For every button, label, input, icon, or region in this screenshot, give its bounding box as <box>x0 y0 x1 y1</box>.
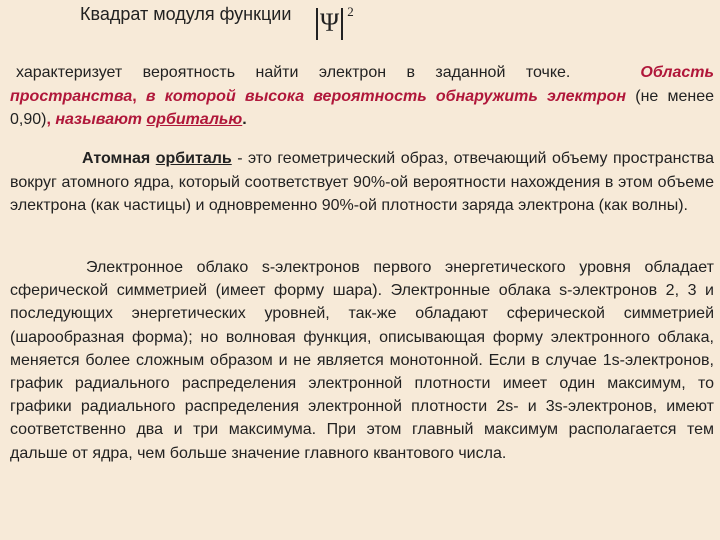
paragraph-probability <box>10 61 714 132</box>
p1-paren-text: (не менее 0,90) <box>10 87 715 128</box>
psi-modulus-formula <box>314 6 354 42</box>
p1-end: . <box>242 111 247 128</box>
p2-term-underlined: орбиталь <box>155 150 232 167</box>
p1-part1: характеризует вероятность найти электрон в заданной точке. <box>16 64 571 81</box>
p1-highlight-probability: в которой высока вероятность обнаружить электрон <box>145 87 627 105</box>
p1-highlight-called: называют <box>55 111 142 128</box>
p2-rest: - это геометрический образ, отвечающий объему пространства вокруг атомного ядра, который соответствует 90%-ой вероятности нахождения в этом объеме электрона (как частицы) и одновременно 90%-ой плотности заряда электрона (как волны). <box>10 150 714 214</box>
modulus-bar-right <box>341 8 343 40</box>
p1-comma: , <box>132 87 146 105</box>
paragraph-electron-cloud: Электронное облако s-электронов первого энергетического уровня обладает сферической симметрией (имеет форму шара). Электронные облака s-электронов 2, 3 и последующих энергетических уровней, так-же обладают сферической симметрией (шарообразная форма); но волновая функция, описывающая форму электронного облака, меняется более сложным образом и не является монотонной. Если в случае 1s-электронов, график радиального распределения электронной плотности имеет один максимум, то графики радиального распределения электронной плотности 2s- и 3s-электронов, имеют соответственно два и три максимума. При этом главный максимум располагается тем дальше от ядра, чем больше значение главного квантового числа. <box>10 259 714 462</box>
p1-highlight-region: Область пространства <box>10 64 714 105</box>
p2-term-prefix: Атомная <box>82 150 151 167</box>
paragraph-atomic-orbital <box>10 147 714 218</box>
heading-text: Квадрат модуля функции <box>80 4 292 24</box>
psi-symbol: Ψ <box>320 8 340 37</box>
modulus-bar-left <box>316 8 318 40</box>
p1-comma2: , <box>46 111 56 128</box>
psi-exponent: 2 <box>347 4 354 19</box>
p1-highlight-orbital: орбиталью <box>146 111 243 128</box>
